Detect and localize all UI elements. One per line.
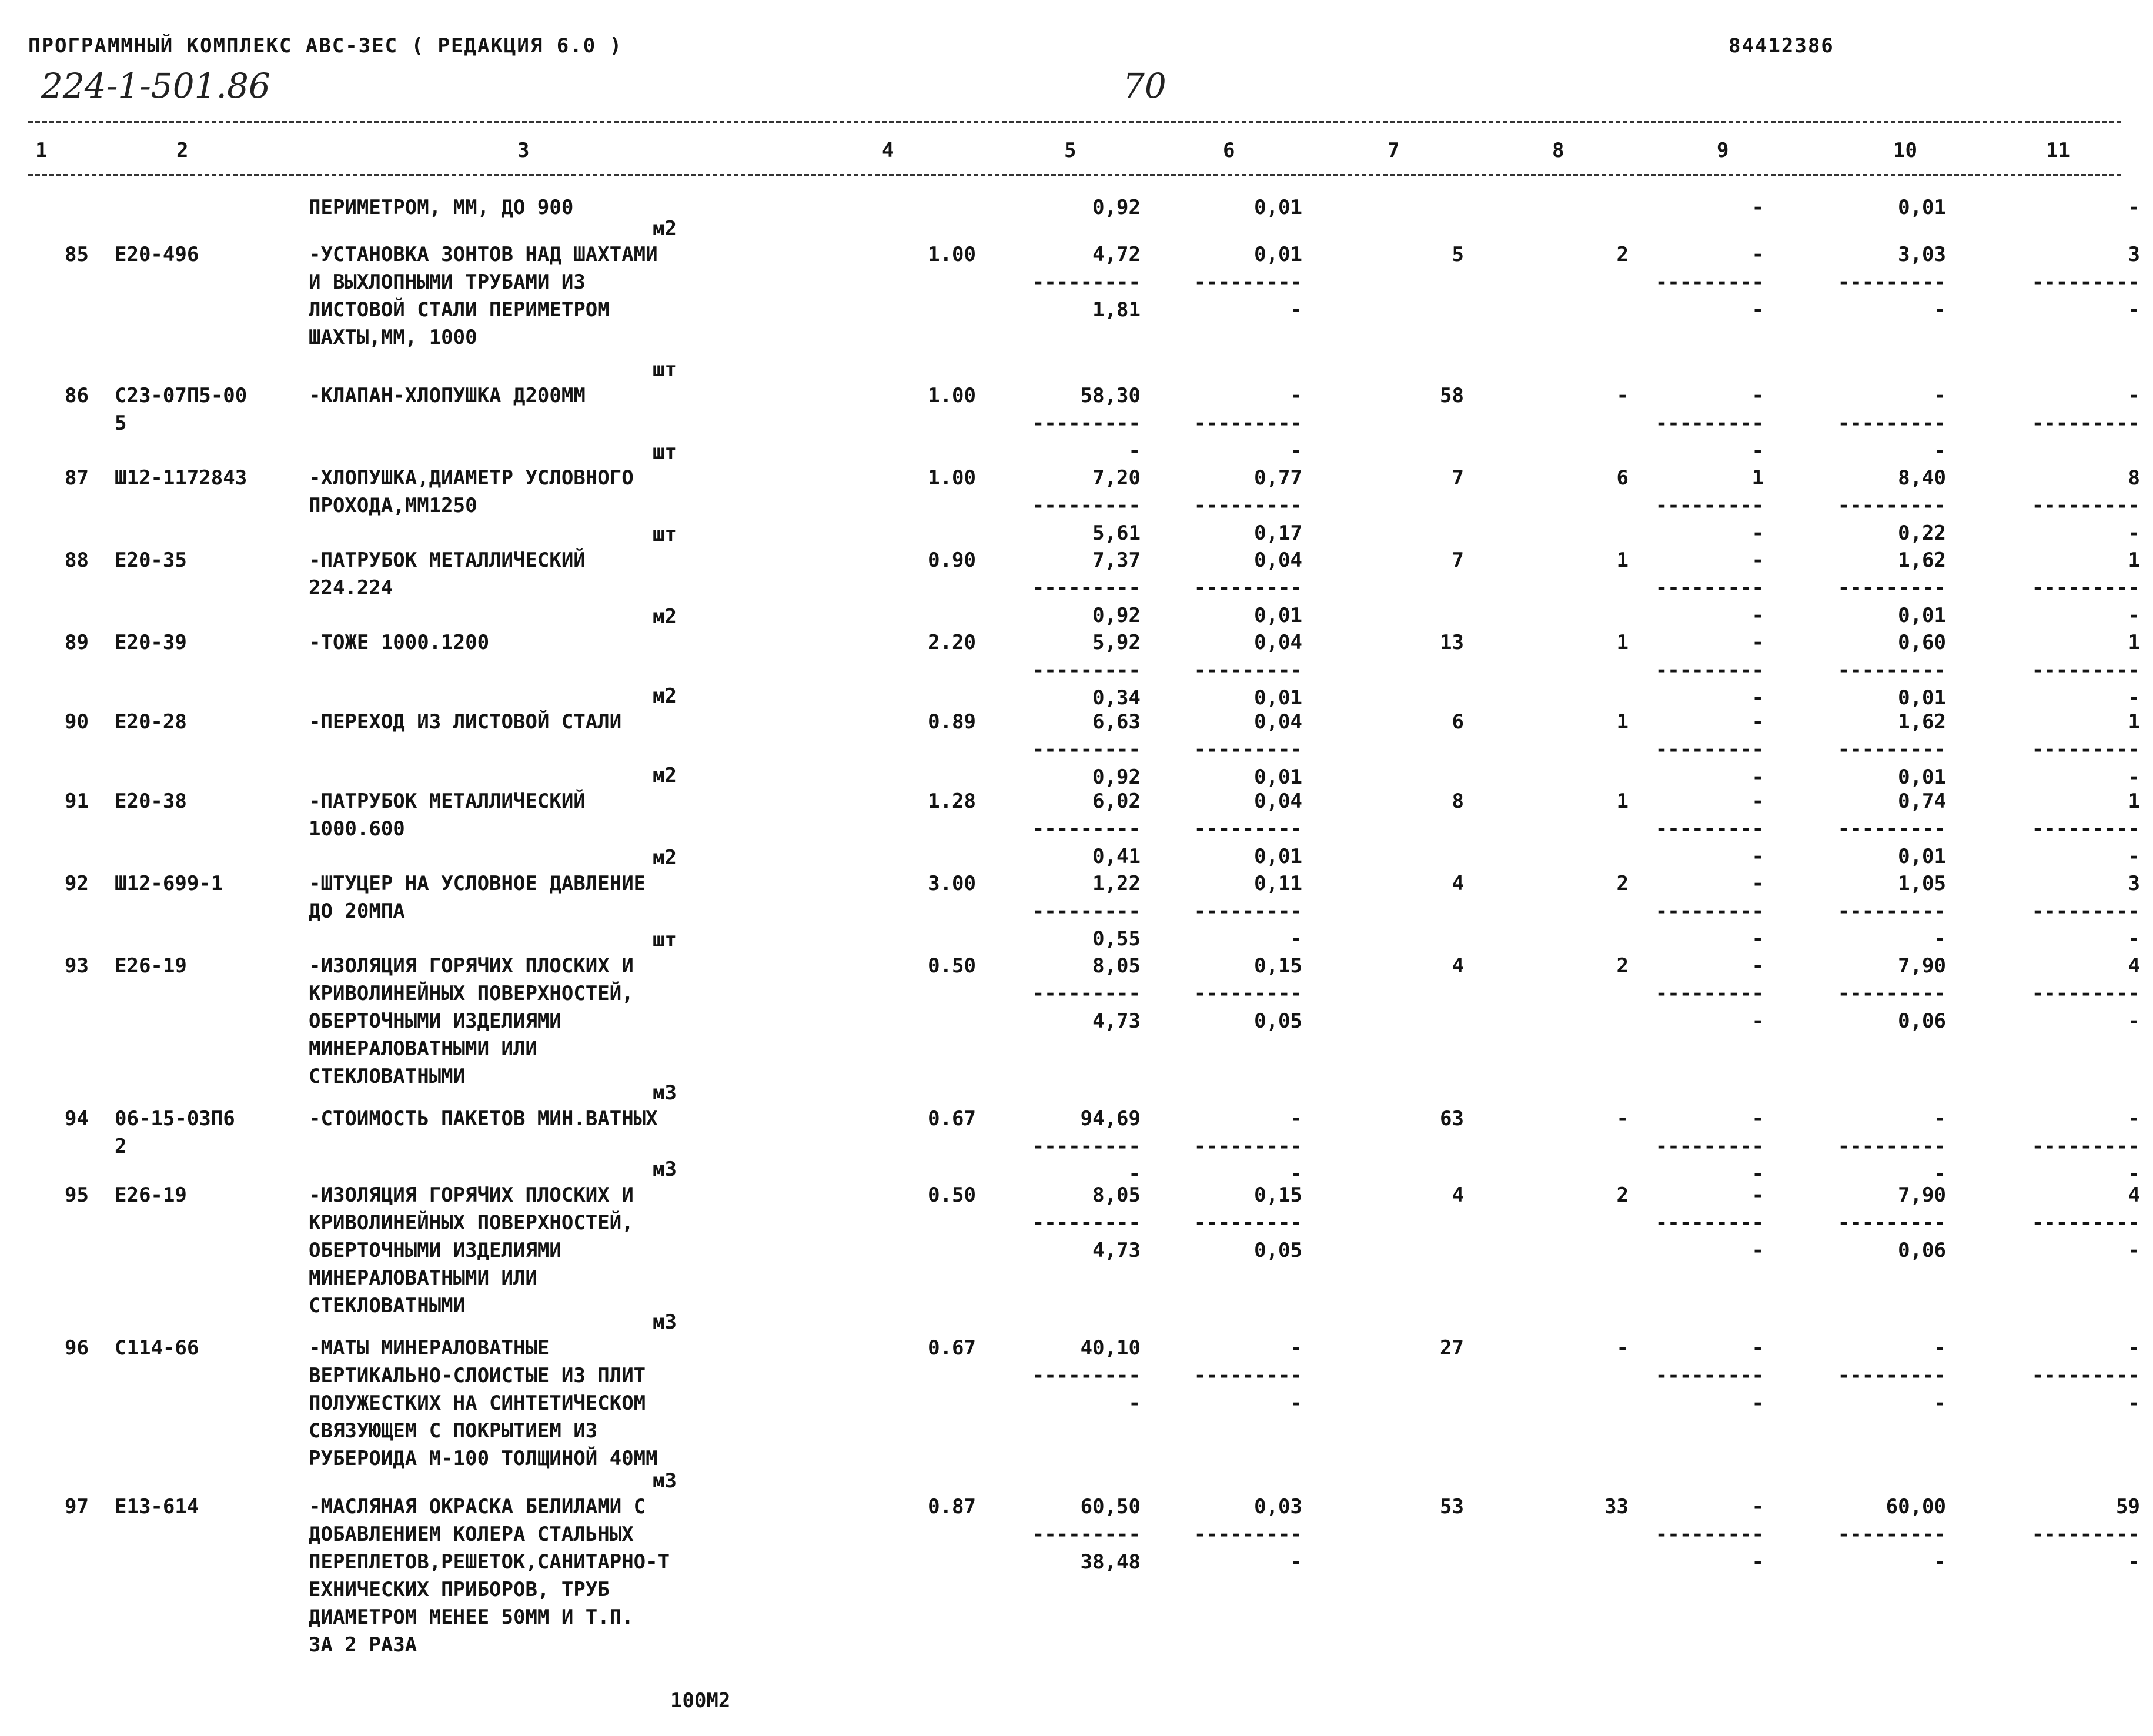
header-bottom-rule xyxy=(28,174,2121,176)
item-description: -КЛАПАН-ХЛОПУШКА Д200ММ xyxy=(309,384,586,407)
cost-col-5: 6,02 --------- 0,41 xyxy=(1032,790,1141,868)
item-number: 95 xyxy=(65,1183,89,1207)
header-top-rule xyxy=(28,121,2121,123)
column-number: 8 xyxy=(1552,139,1564,162)
item-number: 88 xyxy=(65,548,89,572)
cost-col-9: - --------- - xyxy=(1655,631,1764,710)
cost-col-10: 8,40 --------- 0,22 xyxy=(1837,466,1946,545)
quantity: 0.67 xyxy=(928,1336,976,1360)
quantity: 1.00 xyxy=(928,384,976,407)
item-description: -ПЕРЕХОД ИЗ ЛИСТОВОЙ СТАЛИ xyxy=(309,710,622,734)
cost-col-6: 0,11 --------- - xyxy=(1193,872,1302,951)
cost-col-11: 1 --------- - xyxy=(2031,631,2140,710)
quantity: 1.28 xyxy=(928,790,976,813)
cost-col-6: - --------- - xyxy=(1193,1107,1302,1186)
cost-col-9: - --------- - xyxy=(1655,243,1764,322)
cost-col-8: 2 xyxy=(1616,872,1629,895)
cost-col-5: 4,72 --------- 1,81 xyxy=(1032,243,1141,322)
cost-col-6: 0,04 --------- 0,01 xyxy=(1193,710,1302,789)
cost-col-11: 1 --------- - xyxy=(2031,710,2140,789)
quantity: 0.89 xyxy=(928,710,976,734)
cost-col-8: 2 xyxy=(1616,243,1629,266)
cost-col-6: 0,04 --------- 0,01 xyxy=(1193,631,1302,710)
quantity: 0.67 xyxy=(928,1107,976,1130)
quantity: 1.00 xyxy=(928,466,976,490)
item-description: -ИЗОЛЯЦИЯ ГОРЯЧИХ ПЛОСКИХ И КРИВОЛИНЕЙНЫХ ПОВЕРХНОСТЕЙ, ОБЕРТОЧНЫМИ ИЗДЕЛИЯМИ МИНЕРАЛОВАТНЫМИ ИЛИ СТЕКЛОВАТНЫМИ xyxy=(309,954,634,1088)
cost-col-7: 4 xyxy=(1452,954,1464,978)
cost-col-6: 0,03 --------- - xyxy=(1193,1495,1302,1574)
column-number: 6 xyxy=(1223,139,1235,162)
cost-col-8: 1 xyxy=(1616,790,1629,813)
column-number: 4 xyxy=(882,139,894,162)
cost-col-7: 4 xyxy=(1452,872,1464,895)
quantity: 3.00 xyxy=(928,872,976,895)
cost-col-7: 13 xyxy=(1440,631,1464,654)
cost-col-11: - --------- xyxy=(2031,384,2140,435)
quantity: 0.50 xyxy=(928,1183,976,1207)
cost-col-5: 7,20 --------- 5,61 xyxy=(1032,466,1141,545)
document-code: 84412386 xyxy=(1729,34,1834,58)
cost-col-8: 33 xyxy=(1604,1495,1629,1518)
cost-col-9: - xyxy=(1751,196,1764,219)
column-number: 7 xyxy=(1388,139,1400,162)
cost-col-7: 8 xyxy=(1452,790,1464,813)
column-number: 11 xyxy=(2046,139,2070,162)
cost-col-9: - --------- - xyxy=(1655,1336,1764,1415)
cost-col-5: 60,50 --------- 38,48 xyxy=(1032,1495,1141,1574)
cost-col-5: 7,37 --------- 0,92 xyxy=(1032,548,1141,627)
cost-col-5: 1,22 --------- 0,55 xyxy=(1032,872,1141,951)
unit-label: шт xyxy=(653,928,677,952)
cost-col-5: 58,30 --------- - xyxy=(1032,384,1141,463)
cost-col-5: 6,63 --------- 0,92 xyxy=(1032,710,1141,789)
cost-col-11: 59 --------- - xyxy=(2031,1495,2140,1574)
cost-col-7: 63 xyxy=(1440,1107,1464,1130)
item-number: 89 xyxy=(65,631,89,654)
item-code: Ш12-1172843 xyxy=(115,466,248,490)
item-number: 87 xyxy=(65,466,89,490)
item-code: С23-07П5-00 5 xyxy=(115,384,248,435)
column-number: 5 xyxy=(1064,139,1076,162)
cost-col-6: 0,01 --------- - xyxy=(1193,243,1302,322)
cost-col-8: - xyxy=(1616,1107,1629,1130)
item-number: 93 xyxy=(65,954,89,978)
quantity: 0.50 xyxy=(928,954,976,978)
cost-col-9: - --------- - xyxy=(1655,1183,1764,1262)
item-code: Е20-28 xyxy=(115,710,187,734)
cost-col-8: - xyxy=(1616,1336,1629,1360)
cost-col-9: - --------- - xyxy=(1655,548,1764,627)
item-description: -УСТАНОВКА ЗОНТОВ НАД ШАХТАМИ И ВЫХЛОПНЫМИ ТРУБАМИ ИЗ ЛИСТОВОЙ СТАЛИ ПЕРИМЕТРОМ ШАХТЫ,ММ, 1000 xyxy=(309,243,658,349)
handwritten-project-code: 224-1-501.86 xyxy=(41,66,270,106)
item-number: 91 xyxy=(65,790,89,813)
handwritten-page-number: 70 xyxy=(1123,66,1166,106)
unit-label: м3 xyxy=(653,1310,677,1334)
unit-label: м3 xyxy=(653,1469,677,1493)
cost-col-11: 8 --------- - xyxy=(2031,466,2140,545)
cost-col-10: 3,03 --------- - xyxy=(1837,243,1946,322)
cost-col-5: 40,10 --------- - xyxy=(1032,1336,1141,1415)
column-number: 2 xyxy=(176,139,189,162)
quantity: 0.90 xyxy=(928,548,976,572)
cost-col-5: 0,92 xyxy=(1092,196,1141,219)
cost-col-5: 8,05 --------- 4,73 xyxy=(1032,954,1141,1033)
item-description: -МАСЛЯНАЯ ОКРАСКА БЕЛИЛАМИ С ДОБАВЛЕНИЕМ КОЛЕРА СТАЛЬНЫХ ПЕРЕПЛЕТОВ,РЕШЕТОК,САНИТАРНО-Т ЕХНИЧЕСКИХ ПРИБОРОВ, ТРУБ ДИАМЕТРОМ МЕНЕЕ 50ММ И Т.П. ЗА 2 РАЗА xyxy=(309,1495,670,1657)
cost-col-8: 1 xyxy=(1616,631,1629,654)
unit-label: м2 xyxy=(653,217,677,240)
cost-col-6: - --------- - xyxy=(1193,1336,1302,1415)
cost-col-10: 1,62 --------- 0,01 xyxy=(1837,548,1946,627)
unit-label: м3 xyxy=(653,1081,677,1105)
item-number: 92 xyxy=(65,872,89,895)
cost-col-9: - --------- - xyxy=(1655,872,1764,951)
column-number: 1 xyxy=(35,139,48,162)
column-number: 3 xyxy=(517,139,530,162)
cost-col-7: 4 xyxy=(1452,1183,1464,1207)
item-number: 96 xyxy=(65,1336,89,1360)
cost-col-6: 0,01 xyxy=(1254,196,1302,219)
cost-col-9: - --------- - xyxy=(1655,384,1764,463)
item-code: Е20-38 xyxy=(115,790,187,813)
unit-label: м2 xyxy=(653,764,677,787)
cost-col-7: 6 xyxy=(1452,710,1464,734)
quantity: 2.20 xyxy=(928,631,976,654)
item-number: 86 xyxy=(65,384,89,407)
item-description: -СТОИМОСТЬ ПАКЕТОВ МИН.ВАТНЫХ xyxy=(309,1107,658,1130)
item-code: С114-66 xyxy=(115,1336,199,1360)
unit-label: м2 xyxy=(653,846,677,869)
cost-col-10: 7,90 --------- 0,06 xyxy=(1837,954,1946,1033)
unit-label: м3 xyxy=(653,1158,677,1181)
unit-label: м2 xyxy=(653,605,677,628)
cost-col-11: 1 --------- - xyxy=(2031,548,2140,627)
cost-col-10: 1,62 --------- 0,01 xyxy=(1837,710,1946,789)
item-number: 97 xyxy=(65,1495,89,1518)
unit-label: шт xyxy=(653,440,677,464)
cost-col-8: 1 xyxy=(1616,710,1629,734)
cost-col-9: - --------- - xyxy=(1655,954,1764,1033)
cost-col-10: 0,74 --------- 0,01 xyxy=(1837,790,1946,868)
cost-col-6: 0,04 --------- 0,01 xyxy=(1193,548,1302,627)
cost-col-6: 0,15 --------- 0,05 xyxy=(1193,954,1302,1033)
item-code: Ш12-699-1 xyxy=(115,872,223,895)
trailing-unit-label: 100М2 xyxy=(670,1689,731,1712)
cost-col-9: - --------- - xyxy=(1655,1495,1764,1574)
cost-col-11: 4 --------- - xyxy=(2031,1183,2140,1262)
cost-col-10: - --------- - xyxy=(1837,384,1946,463)
cost-col-11: - --------- - xyxy=(2031,1336,2140,1415)
item-description: -МАТЫ МИНЕРАЛОВАТНЫЕ ВЕРТИКАЛЬНО-СЛОИСТЫЕ ИЗ ПЛИТ ПОЛУЖЕСТКИХ НА СИНТЕТИЧЕСКОМ СВЯЗУЮЩЕМ С ПОКРЫТИЕМ ИЗ РУБЕРОИДА М-100 ТОЛЩИНОЙ 40ММ xyxy=(309,1336,658,1470)
cost-col-7: 58 xyxy=(1440,384,1464,407)
cost-col-5: 8,05 --------- 4,73 xyxy=(1032,1183,1141,1262)
item-description: -ХЛОПУШКА,ДИАМЕТР УСЛОВНОГО ПРОХОДА,ММ1250 xyxy=(309,466,634,517)
item-code: Е26-19 xyxy=(115,1183,187,1207)
cost-col-11: - xyxy=(2128,196,2140,219)
item-description: -ПАТРУБОК МЕТАЛЛИЧЕСКИЙ 1000.600 xyxy=(309,790,586,841)
cost-col-10: 7,90 --------- 0,06 xyxy=(1837,1183,1946,1262)
cost-col-8: 2 xyxy=(1616,1183,1629,1207)
program-header: ПРОГРАММНЫЙ КОМПЛЕКС АВС-ЗЕС ( РЕДАКЦИЯ 6.0 ) xyxy=(28,34,623,58)
cost-col-7: 7 xyxy=(1452,466,1464,490)
item-code: 06-15-03П6 2 xyxy=(115,1107,235,1158)
item-code: Е20-496 xyxy=(115,243,199,266)
item-description: -ПАТРУБОК МЕТАЛЛИЧЕСКИЙ 224.224 xyxy=(309,548,586,600)
cost-col-10: 1,05 --------- - xyxy=(1837,872,1946,951)
item-code: Е20-35 xyxy=(115,548,187,572)
item-description: ПЕРИМЕТРОМ, ММ, ДО 900 xyxy=(309,196,574,219)
cost-col-11: 3 --------- - xyxy=(2031,243,2140,322)
item-code: Е20-39 xyxy=(115,631,187,654)
item-number: 85 xyxy=(65,243,89,266)
cost-col-5: 94,69 --------- - xyxy=(1032,1107,1141,1186)
cost-col-5: 5,92 --------- 0,34 xyxy=(1032,631,1141,710)
cost-col-10: 0,01 xyxy=(1898,196,1946,219)
cost-col-9: - --------- - xyxy=(1655,1107,1764,1186)
quantity: 0.87 xyxy=(928,1495,976,1518)
cost-col-10: - --------- - xyxy=(1837,1336,1946,1415)
cost-col-11: - --------- - xyxy=(2031,1107,2140,1186)
cost-col-9: - --------- - xyxy=(1655,710,1764,789)
cost-col-10: 60,00 --------- - xyxy=(1837,1495,1946,1574)
cost-col-7: 27 xyxy=(1440,1336,1464,1360)
cost-col-6: 0,04 --------- 0,01 xyxy=(1193,790,1302,868)
cost-col-8: 2 xyxy=(1616,954,1629,978)
column-number: 10 xyxy=(1893,139,1917,162)
cost-col-9: 1 --------- - xyxy=(1655,466,1764,545)
cost-col-8: - xyxy=(1616,384,1629,407)
cost-col-11: 4 --------- - xyxy=(2031,954,2140,1033)
unit-label: шт xyxy=(653,523,677,546)
cost-col-7: 53 xyxy=(1440,1495,1464,1518)
column-number: 9 xyxy=(1717,139,1729,162)
cost-col-10: 0,60 --------- 0,01 xyxy=(1837,631,1946,710)
cost-col-11: 1 --------- - xyxy=(2031,790,2140,868)
cost-col-11: 3 --------- - xyxy=(2031,872,2140,951)
item-description: -ТОЖЕ 1000.1200 xyxy=(309,631,490,654)
cost-col-6: 0,77 --------- 0,17 xyxy=(1193,466,1302,545)
quantity: 1.00 xyxy=(928,243,976,266)
item-description: -ИЗОЛЯЦИЯ ГОРЯЧИХ ПЛОСКИХ И КРИВОЛИНЕЙНЫХ ПОВЕРХНОСТЕЙ, ОБЕРТОЧНЫМИ ИЗДЕЛИЯМИ МИНЕРАЛОВАТНЫМИ ИЛИ СТЕКЛОВАТНЫМИ xyxy=(309,1183,634,1317)
unit-label: м2 xyxy=(653,684,677,708)
cost-col-6: - --------- - xyxy=(1193,384,1302,463)
cost-col-9: - --------- - xyxy=(1655,790,1764,868)
item-description: -ШТУЦЕР НА УСЛОВНОЕ ДАВЛЕНИЕ ДО 20МПА xyxy=(309,872,646,923)
item-code: Е26-19 xyxy=(115,954,187,978)
cost-col-6: 0,15 --------- 0,05 xyxy=(1193,1183,1302,1262)
item-number: 94 xyxy=(65,1107,89,1130)
cost-col-10: - --------- - xyxy=(1837,1107,1946,1186)
cost-col-7: 5 xyxy=(1452,243,1464,266)
item-code: Е13-614 xyxy=(115,1495,199,1518)
cost-col-8: 1 xyxy=(1616,548,1629,572)
cost-col-8: 6 xyxy=(1616,466,1629,490)
item-number: 90 xyxy=(65,710,89,734)
unit-label: шт xyxy=(653,358,677,382)
cost-col-7: 7 xyxy=(1452,548,1464,572)
